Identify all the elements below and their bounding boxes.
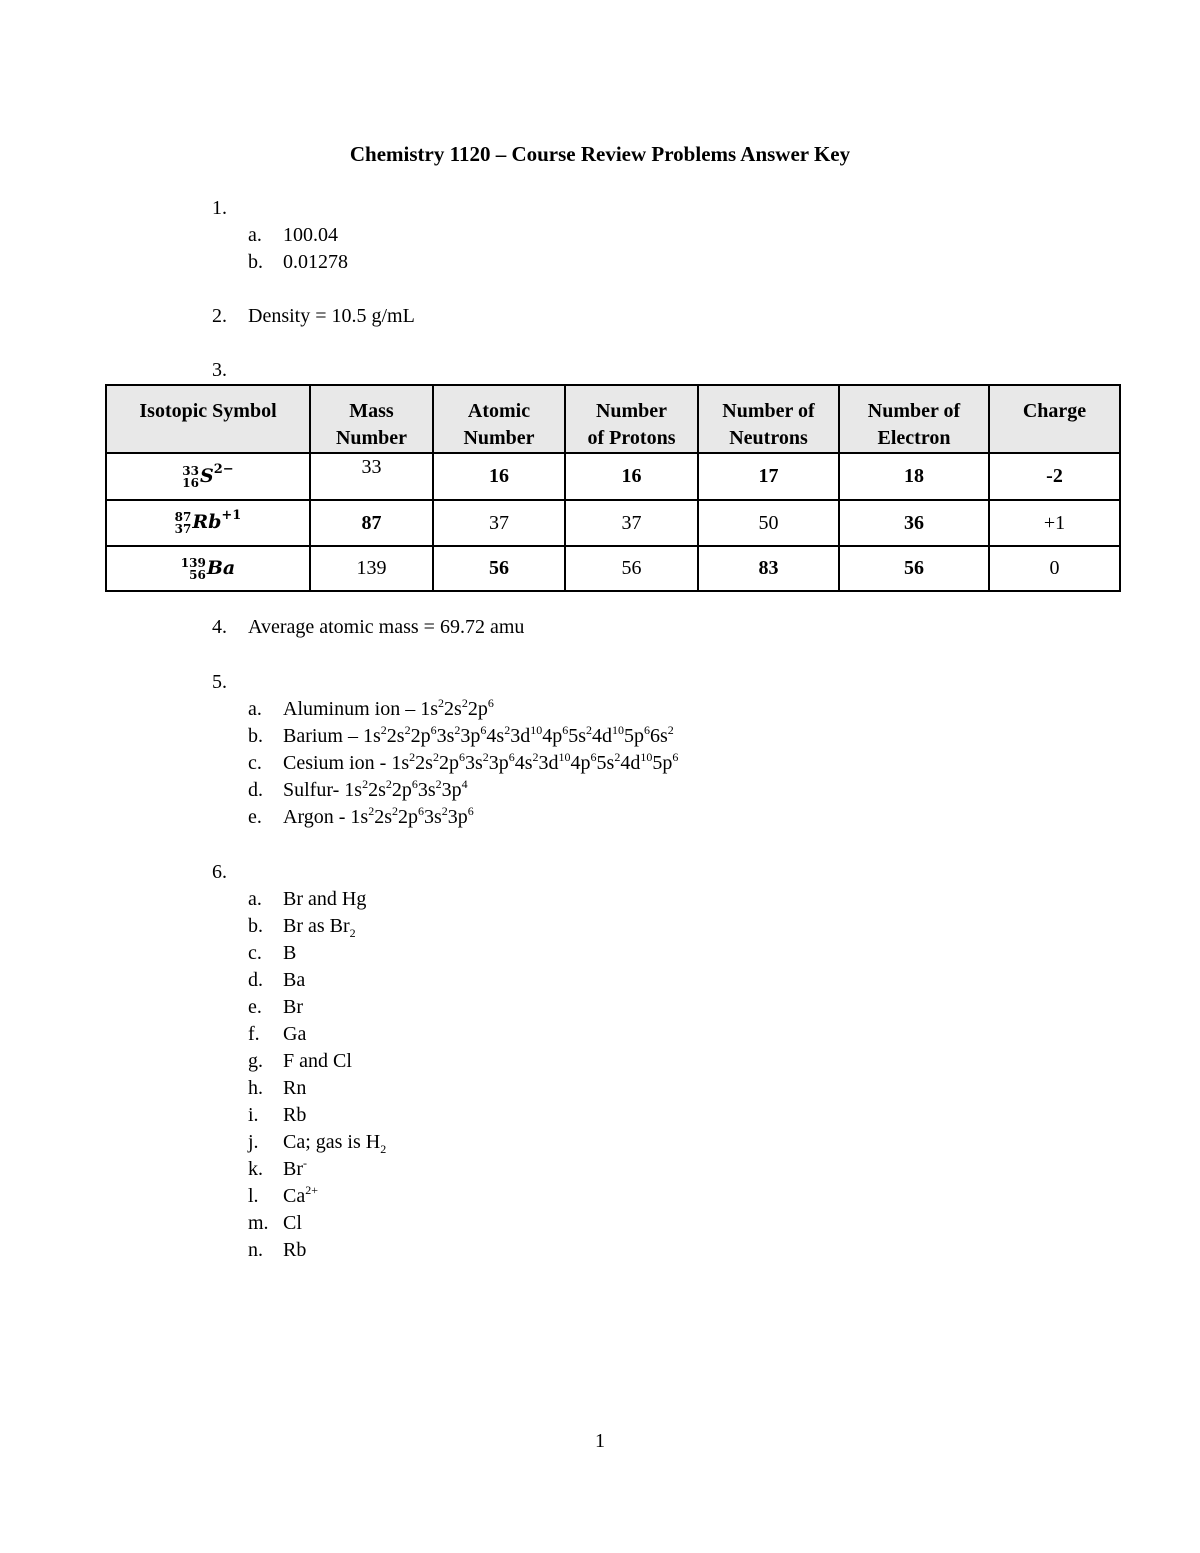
answer-letter: n. [248, 1239, 263, 1261]
answer-text: Ca [283, 1185, 306, 1207]
answer-letter: d. [248, 779, 263, 801]
answer-letter: b. [248, 915, 263, 937]
electron-configuration: $1s^22s^22p^63s^23p^64s^23d^{10}4p^65s^24d^{10}5p^6$ [391, 750, 679, 774]
answer-text: F and Cl [283, 1050, 352, 1072]
answer-letter: a. [248, 224, 262, 246]
isotope-symbol-cell [106, 546, 310, 591]
element-symbol: Rb [192, 511, 222, 533]
isotope-table [105, 384, 1121, 592]
table-cell: 37 [565, 500, 698, 546]
atomic-number-subscript: 16 [182, 475, 199, 490]
answer-6h [248, 1077, 306, 1100]
header-number-of-neutrons: Number of Neutrons [698, 385, 839, 453]
isotope-symbol [182, 461, 234, 490]
isotope-symbol-cell [106, 453, 310, 500]
answer-6a [248, 888, 366, 911]
answer-letter: d. [248, 969, 263, 991]
isotope-symbol-cell [106, 500, 310, 546]
table-cell: 16 [565, 453, 698, 500]
table-cell: 87 [310, 500, 433, 546]
answer-letter: k. [248, 1158, 263, 1180]
ion-charge: 2− [213, 461, 234, 477]
answer-text: Ba [283, 969, 306, 991]
answer-letter: b. [248, 251, 263, 273]
question-5-number: 5. [212, 671, 227, 693]
answer-letter: f. [248, 1023, 260, 1045]
superscript: 2+ [305, 1183, 318, 1197]
table-row [106, 546, 1120, 591]
answer-letter: i. [248, 1104, 259, 1126]
header-number-of-electron: Number of Electron [839, 385, 989, 453]
table-cell: +1 [989, 500, 1120, 546]
atomic-number-subscript: 37 [174, 522, 192, 536]
answer-6d [248, 969, 305, 992]
answer-letter: c. [248, 752, 262, 774]
answer-text: 0.01278 [283, 251, 348, 273]
question-3-number: 3. [212, 359, 227, 381]
isotope-symbol [181, 557, 235, 581]
answer-1b [248, 251, 348, 274]
answer-letter: b. [248, 725, 263, 747]
answer-text: Br and Hg [283, 888, 367, 910]
page-title: Chemistry 1120 – Course Review Problems Answer Key [349, 142, 851, 166]
answer-text: Rb [283, 1239, 307, 1261]
answer-5b [248, 725, 674, 748]
header-mass-number: Mass Number [310, 385, 433, 453]
answer-text: Br [283, 996, 303, 1018]
table-cell: 56 [565, 546, 698, 591]
electron-configuration: $1s^22s^22p^6$ [420, 696, 494, 720]
superscript: - [303, 1156, 307, 1170]
answer-text: Ga [283, 1023, 307, 1045]
table-cell: -2 [989, 453, 1120, 500]
answer-text: Barium – [283, 725, 363, 747]
answer-text: Sulfur- [283, 779, 345, 801]
header-charge: Charge [989, 385, 1120, 453]
answer-letter: e. [248, 996, 262, 1018]
question-number: 4. [212, 616, 227, 638]
answer-letter: m. [248, 1212, 269, 1234]
page-number: 1 [595, 1430, 605, 1452]
atomic-number-subscript: 56 [189, 567, 206, 582]
element-symbol: S [200, 464, 214, 487]
answer-letter: l. [248, 1185, 259, 1207]
answer-5a [248, 698, 494, 721]
answer-text: Average atomic mass = 69.72 amu [248, 616, 525, 638]
ion-charge: +1 [221, 508, 242, 523]
answer-5d [248, 779, 468, 802]
header-atomic-number: Atomic Number [433, 385, 565, 453]
answer-letter: c. [248, 942, 262, 964]
subscript: 2 [380, 1142, 387, 1156]
answer-text: Br as Br [283, 915, 350, 937]
table-cell: 50 [698, 500, 839, 546]
answer-letter: a. [248, 698, 262, 720]
answer-6j [248, 1131, 386, 1154]
mass-number-superscript: 87 [174, 510, 192, 524]
table-row [106, 500, 1120, 546]
answer-letter: g. [248, 1050, 263, 1072]
table-cell: 33 [310, 453, 433, 500]
answer-5c [248, 752, 678, 775]
table-cell: 56 [433, 546, 565, 591]
element-symbol: Ba [206, 556, 236, 579]
table-cell: 17 [698, 453, 839, 500]
answer-6b [248, 915, 356, 938]
answer-text: Density = 10.5 g/mL [248, 305, 415, 327]
answer-text: B [283, 942, 297, 964]
answer-5e [248, 806, 474, 829]
answer-6g [248, 1050, 352, 1073]
isotope-symbol [174, 508, 242, 536]
header-number-of-protons: Number of Protons [565, 385, 698, 453]
answer-letter: a. [248, 888, 262, 910]
mass-number-superscript: 139 [180, 555, 206, 570]
answer-text: Rn [283, 1077, 307, 1099]
answer-text: 100.04 [283, 224, 338, 246]
table-cell: 16 [433, 453, 565, 500]
electron-configuration: $1s^22s^22p^63s^23p^6$ [350, 804, 474, 828]
table-row [106, 453, 1120, 500]
table-cell: 37 [433, 500, 565, 546]
question-1-number: 1. [212, 197, 227, 219]
table-cell: 0 [989, 546, 1120, 591]
answer-6n [248, 1239, 306, 1262]
table-cell: 83 [698, 546, 839, 591]
question-6-number: 6. [212, 861, 227, 883]
answer-text: Cl [283, 1212, 302, 1234]
mass-number-superscript: 33 [182, 463, 199, 478]
answer-letter: h. [248, 1077, 263, 1099]
answer-6e [248, 996, 303, 1019]
electron-configuration: $1s^22s^22p^63s^23p^64s^23d^{10}4p^65s^24d^{10}5p^66s^2$ [363, 723, 674, 747]
answer-6c [248, 942, 296, 965]
answer-6l [248, 1185, 318, 1208]
table-cell: 139 [310, 546, 433, 591]
question-2 [212, 305, 415, 328]
answer-text: Aluminum ion – [283, 698, 421, 720]
answer-6m [248, 1212, 302, 1235]
answer-text: Argon - [283, 806, 351, 828]
answer-letter: e. [248, 806, 262, 828]
electron-configuration: $1s^22s^22p^63s^23p^4$ [344, 777, 468, 801]
answer-1a [248, 224, 338, 247]
answer-text: Rb [283, 1104, 307, 1126]
question-number: 2. [212, 305, 227, 327]
table-cell: 56 [839, 546, 989, 591]
table-cell: 18 [839, 453, 989, 500]
answer-6k [248, 1158, 307, 1181]
answer-text: Br [283, 1158, 303, 1180]
answer-letter: j. [248, 1131, 259, 1153]
table-header-row [106, 385, 1120, 453]
table-cell: 36 [839, 500, 989, 546]
answer-text: Ca; gas is H [283, 1131, 381, 1153]
answer-6f [248, 1023, 306, 1046]
header-isotopic-symbol: Isotopic Symbol [106, 385, 310, 453]
answer-text: Cesium ion - [283, 752, 392, 774]
answer-6i [248, 1104, 306, 1127]
subscript: 2 [349, 926, 356, 940]
question-4 [212, 616, 524, 639]
